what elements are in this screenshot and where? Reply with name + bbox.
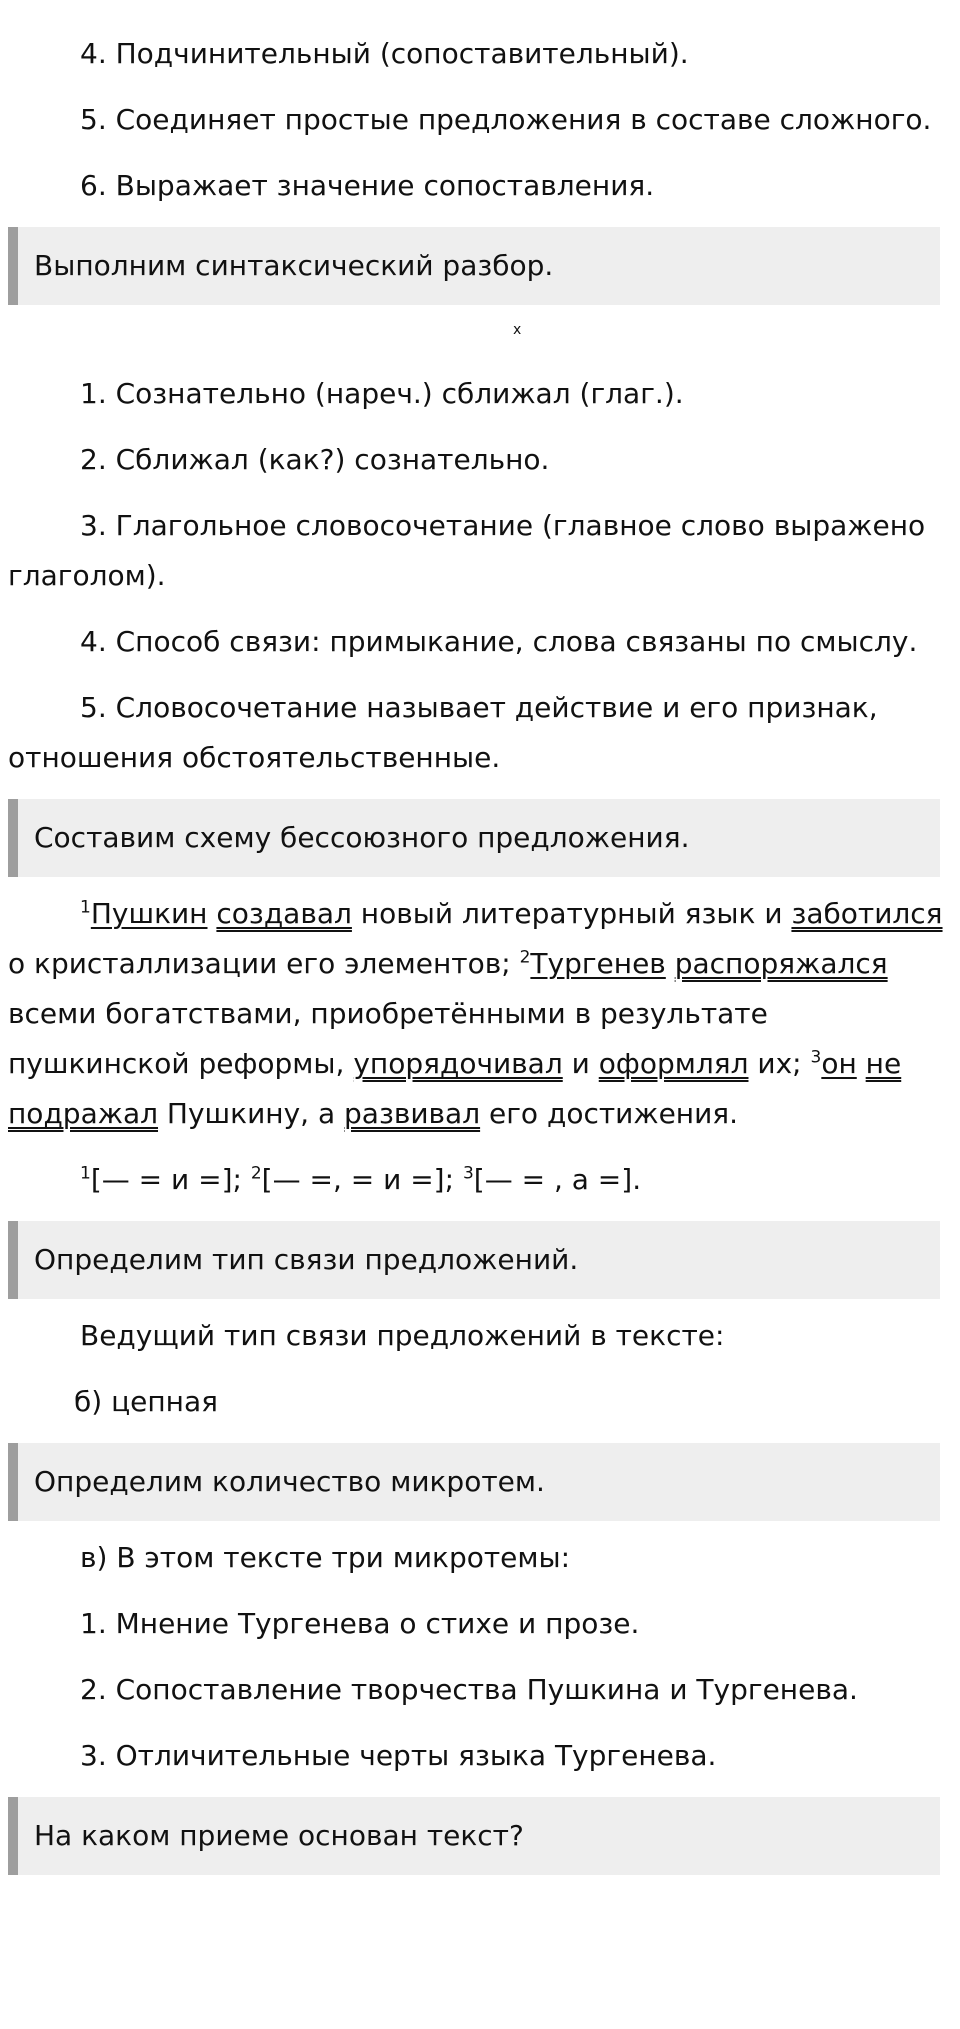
answer-line: б) цепная: [74, 1385, 218, 1418]
text-line: 1. Мнение Тургенева о стихе и прозе.: [80, 1607, 640, 1640]
text: их;: [748, 1047, 811, 1080]
small-mark: x: [513, 322, 522, 338]
section-header: Выполним синтаксический разбор.: [8, 227, 940, 305]
section-header: Определим количество микротем.: [8, 1443, 940, 1521]
scheme-part: [— =, = и =];: [261, 1163, 463, 1196]
text-line: 1. Сознательно (нареч.) сближал (глаг.).: [80, 377, 684, 410]
scheme-number: 3: [462, 1163, 474, 1184]
text: его достижения.: [480, 1097, 739, 1130]
section-header: Составим схему бессоюзного предложения.: [8, 799, 940, 877]
text-line: 2. Сближал (как?) сознательно.: [80, 443, 550, 476]
scheme-part: [— = , а =].: [473, 1163, 642, 1196]
text: [857, 1047, 866, 1080]
text-line: 3. Отличительные черты языка Тургенева.: [80, 1739, 717, 1772]
text: и: [562, 1047, 599, 1080]
text-line: Ведущий тип связи предложений в тексте:: [80, 1319, 725, 1352]
section-header: Определим тип связи предложений.: [8, 1221, 940, 1299]
subject: Пушкин: [90, 897, 208, 930]
scheme-number: 1: [80, 1163, 91, 1184]
subject: Тургенев: [530, 947, 666, 980]
complex-sentence: [0, 889, 948, 1139]
scheme-number: 2: [250, 1163, 262, 1184]
text-line: 5. Словосочетание называет действие и его признак, отношения обстоятельственные.: [8, 691, 878, 774]
text: [666, 947, 675, 980]
predicate: не подражал: [8, 1047, 902, 1130]
text-line: в) В этом тексте три микротемы:: [80, 1541, 571, 1574]
text-line: 2. Сопоставление творчества Пушкина и Тургенева.: [80, 1673, 858, 1706]
subject: он: [821, 1047, 857, 1080]
sentence-number: 2: [519, 947, 531, 968]
text: о кристаллизации его элементов;: [8, 947, 520, 980]
scheme-part: [— = и =];: [90, 1163, 251, 1196]
section-header: На каком приеме основан текст?: [8, 1797, 940, 1875]
predicate: создавал: [216, 897, 352, 930]
document-content: [0, 29, 948, 1875]
text-line: 6. Выражает значение сопоставления.: [80, 169, 655, 202]
text-line: 5. Соединяет простые предложения в составе сложного.: [80, 103, 932, 136]
text: новый литературный язык и: [351, 897, 792, 930]
predicate: распоряжался: [674, 947, 888, 980]
sentence-number: 1: [80, 897, 91, 918]
text: Пушкину, а: [158, 1097, 345, 1130]
predicate: заботился: [791, 897, 943, 930]
sentence-number: 3: [810, 1047, 822, 1068]
predicate: развивал: [344, 1097, 481, 1130]
text: всеми богатствами, приобретёнными в результате пушкинской реформы,: [8, 997, 768, 1080]
text-line: 3. Глагольное словосочетание (главное слово выражено глаголом).: [8, 509, 926, 592]
text-line: 4. Подчинительный (сопоставительный).: [80, 37, 689, 70]
text-line: 4. Способ связи: примыкание, слова связаны по смыслу.: [80, 625, 918, 658]
predicate: упорядочивал: [353, 1047, 563, 1080]
sentence-scheme: [0, 1155, 948, 1205]
predicate: оформлял: [598, 1047, 749, 1080]
